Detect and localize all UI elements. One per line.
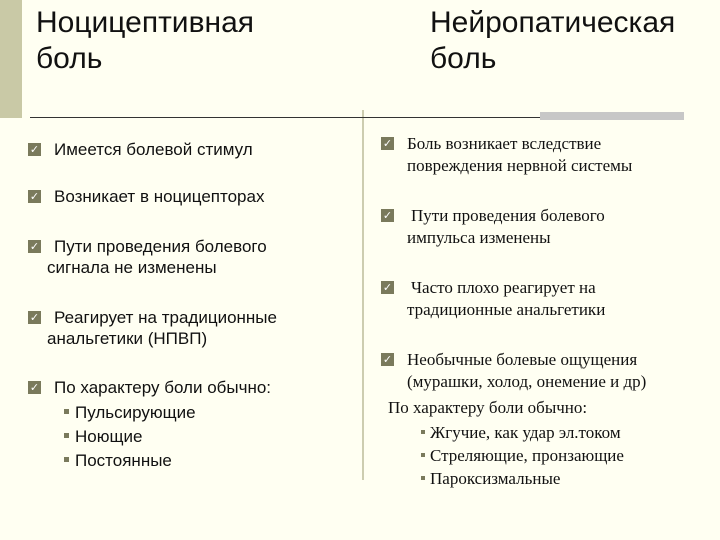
right-note: По характеру боли обычно: xyxy=(388,398,588,417)
item-text: Часто плохо реагирует на xyxy=(411,278,596,297)
item-text: Возникает в ноцицепторах xyxy=(54,187,265,206)
left-list-item xyxy=(28,377,271,398)
item-text: По характеру боли обычно: xyxy=(54,378,272,397)
right-subitem: Стреляющие, пронзающие xyxy=(421,444,624,467)
left-list-item xyxy=(28,236,267,278)
item-text: анальгетики (НПВП) xyxy=(47,329,208,348)
right-subitem: Пароксизмальные xyxy=(421,467,624,490)
checkbox-square-icon: ✓ xyxy=(29,311,40,324)
left-title-line: Ноцицептивная xyxy=(36,6,254,39)
column-divider xyxy=(362,110,364,480)
checkbox-square-icon: ✓ xyxy=(29,240,40,253)
right-sublist xyxy=(421,421,624,490)
checkbox-square-icon: ✓ xyxy=(29,143,40,156)
left-subitem: Ноющие xyxy=(64,425,196,449)
right-subitem: Жгучие, как удар эл.током xyxy=(421,421,624,444)
right-list-item xyxy=(381,133,632,177)
left-list-item xyxy=(28,186,264,207)
small-square-icon xyxy=(421,430,425,434)
item-text: Реагирует на традиционные xyxy=(54,308,277,327)
right-list-item xyxy=(381,277,605,321)
item-text: сигнала не изменены xyxy=(47,258,217,277)
item-text: Боль возникает вследствие xyxy=(407,134,602,153)
left-title-line: боль xyxy=(36,42,103,75)
left-column-title xyxy=(36,5,254,77)
item-text: Имеется болевой стимул xyxy=(54,140,253,159)
left-accent-bar xyxy=(0,0,22,118)
small-square-icon xyxy=(64,409,69,414)
checkbox-square-icon: ✓ xyxy=(382,353,393,366)
right-list-item xyxy=(381,205,605,249)
left-subitem: Постоянные xyxy=(64,449,196,473)
item-text: Пути проведения болевого xyxy=(411,206,605,225)
right-title-line: боль xyxy=(430,42,497,75)
item-text: Пути проведения болевого xyxy=(54,237,267,256)
right-list-item xyxy=(381,349,646,393)
checkbox-square-icon: ✓ xyxy=(382,281,393,294)
item-text: импульса изменены xyxy=(407,228,551,247)
small-square-icon xyxy=(421,453,425,457)
left-sublist xyxy=(64,401,196,473)
item-text: (мурашки, холод, онемение и др) xyxy=(407,372,647,391)
item-text: повреждения нервной системы xyxy=(407,156,633,175)
item-text: традиционные анальгетики xyxy=(407,300,606,319)
checkbox-square-icon: ✓ xyxy=(382,137,393,150)
small-square-icon xyxy=(421,476,425,480)
left-list-item xyxy=(28,307,277,349)
left-subitem: Пульсирующие xyxy=(64,401,196,425)
header-accent-bar xyxy=(540,112,684,120)
checkbox-square-icon: ✓ xyxy=(29,190,40,203)
right-title-line: Нейропатическая xyxy=(430,6,676,39)
small-square-icon xyxy=(64,433,69,438)
checkbox-square-icon: ✓ xyxy=(29,381,40,394)
right-column-title xyxy=(430,5,675,77)
left-list-item xyxy=(28,139,253,160)
item-text: Необычные болевые ощущения xyxy=(407,350,638,369)
small-square-icon xyxy=(64,457,69,462)
checkbox-square-icon: ✓ xyxy=(382,209,393,222)
